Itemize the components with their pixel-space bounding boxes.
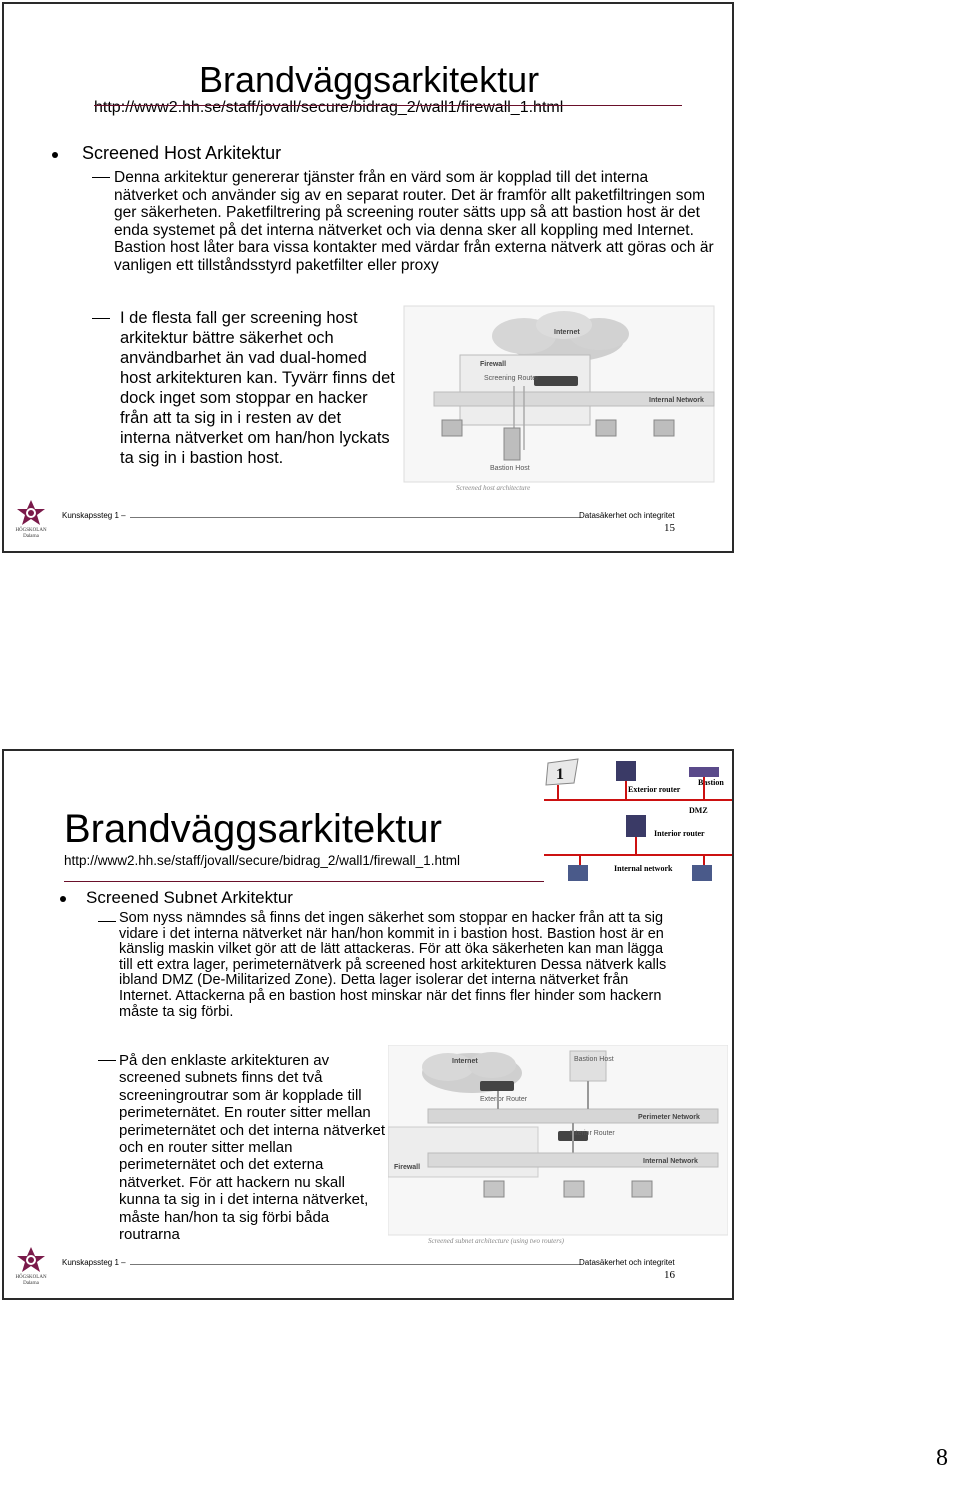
source-url[interactable]: http://www2.hh.se/staff/jovall/secure/bidrag_2/wall1/firewall_1.html [64, 853, 460, 868]
footer-subject: Datasäkerhet och integritet [579, 1258, 675, 1267]
interior-router-icon [626, 815, 646, 837]
dmz-diagram [544, 755, 732, 890]
screening-router-label: Screening Router [484, 375, 539, 382]
bullet-dot-icon [52, 152, 58, 158]
document-page-number: 8 [936, 1445, 948, 1471]
internet-label: Internet [554, 329, 580, 336]
dash-icon [98, 921, 116, 922]
screened-host-figure [374, 300, 724, 496]
interior-router-label: Interior router [654, 829, 705, 838]
footer-course: Kunskapssteg 1 – [62, 511, 126, 520]
lightning-cloud-icon [546, 759, 578, 785]
figure-caption: Screened subnet architecture (using two routers) [428, 1237, 565, 1245]
slide-15 [2, 2, 734, 553]
dash-icon [98, 1060, 116, 1061]
slide-16 [2, 749, 734, 1300]
computer-icon [596, 420, 616, 436]
title-rule [64, 881, 544, 882]
computer-icon [564, 1181, 584, 1197]
internal-network-label: Internal network [614, 864, 673, 873]
hogskolan-logo [12, 498, 50, 542]
hogskolan-logo [12, 1245, 50, 1289]
logo-text: HÖGSKOLAN Dalarna [15, 1275, 47, 1286]
slide-title: Brandväggsarkitektur [199, 59, 540, 100]
bastion-icon [689, 767, 719, 777]
footer-rule [130, 1264, 580, 1265]
footer-rule [130, 517, 580, 518]
paragraph-1: Som nyss nämndes så finns det ingen säkerhet som stoppar en hacker från att ta sig vidare i det interna nätverket när han/hon kommit in i bastion host. Bastion host är en känslig maskin vilket gör att de lätt attackeras. För att öka säkerheten kan man lägga till ett extra lager, perimeternätverk på screened host arkitekturen Dessa nätverk kalls ibland DMZ (De-Militarized Zone). Detta lager isolerar det interna nätverket från Internet. Attackerna på en bastion host minskar när det finns fler hinder som hackern måste ta sig förbi. [119, 910, 667, 1020]
bastion-host-label: Bastion Host [574, 1056, 614, 1063]
paragraph-1: Denna arkitektur genererar tjänster från en värd som är kopplad till det interna nätverket och använder sig av en separat router. Det är framför allt paketfiltringen som ger säkerheten. Paketfiltrering på screening router sätts upp så att bastion host är det enda systemet på det interna nätverket och via denna sker all koppling med Internet. Bastion host låter bara vissa kontakter med värdar från externa nätverk att göras och är vanligen ett tillståndsstyrd paketfilter eller proxy [114, 169, 714, 274]
internal-network-label: Internal Network [643, 1158, 698, 1165]
bastion-host-icon [504, 428, 520, 460]
computer-icon [484, 1181, 504, 1197]
screening-router-icon [534, 376, 578, 386]
dash-icon [92, 318, 110, 319]
figure-caption: Screened host architecture [456, 484, 531, 492]
bastion-host-label: Bastion Host [490, 465, 530, 472]
firewall-label: Firewall [394, 1164, 421, 1171]
logo-text: HÖGSKOLAN Dalarna [15, 528, 47, 539]
star-logo-icon [12, 1245, 50, 1275]
computer-icon [692, 865, 712, 881]
exterior-router-icon [616, 761, 636, 781]
footer-subject: Datasäkerhet och integritet [579, 511, 675, 520]
paragraph-2: På den enklaste arkitekturen av screened subnets finns det två screeningroutrar som är kopplade till perimeternätet. En router sitter mellan perimeternätet och det interna nätverket och en router sitter mellan perimeternätet och det externa nätverket. För att hackern nu skall kunna ta sig in i det interna nätverket, måste han/hon ta sig förbi båda routrarna [119, 1052, 385, 1244]
internal-network-label: Internal Network [649, 397, 704, 404]
bullet-heading: Screened Subnet Arkitektur [86, 888, 293, 907]
exterior-router-label: Exterior router [628, 785, 681, 794]
bastion-label: Bastion [698, 778, 724, 787]
dmz-label: DMZ [689, 806, 708, 815]
firewall-label: Firewall [480, 361, 507, 368]
computer-icon [442, 420, 462, 436]
computer-icon [654, 420, 674, 436]
svg-text:1: 1 [556, 766, 564, 783]
footer-course: Kunskapssteg 1 – [62, 1258, 126, 1267]
page-number: 16 [664, 1269, 675, 1281]
bullet-dot-icon [60, 896, 66, 902]
screened-subnet-figure [388, 1045, 728, 1249]
slide-title: Brandväggsarkitektur [64, 807, 442, 851]
internet-label: Internet [452, 1058, 478, 1065]
source-url[interactable]: http://www2.hh.se/staff/jovall/secure/bidrag_2/wall1/firewall_1.html [94, 99, 564, 116]
computer-icon [568, 865, 588, 881]
paragraph-2: I de flesta fall ger screening host arkitektur bättre säkerhet och användbarhet än vad dual-homed host arkitekturen kan. Tyvärr finns det dock inget som stoppar en hacker från att ta sig in i resten av det interna nätverket om han/hon lyckats ta sig in i bastion host. [120, 309, 395, 467]
interior-router-label: Interior Router [570, 1130, 615, 1137]
page-number: 15 [664, 522, 675, 534]
exterior-router-label: Exterior Router [480, 1096, 528, 1103]
exterior-router-icon [480, 1081, 514, 1091]
title-rule [94, 105, 682, 106]
star-logo-icon [12, 498, 50, 528]
dash-icon [92, 177, 110, 178]
perimeter-network-label: Perimeter Network [638, 1114, 700, 1121]
bullet-heading: Screened Host Arkitektur [82, 143, 282, 163]
computer-icon [632, 1181, 652, 1197]
